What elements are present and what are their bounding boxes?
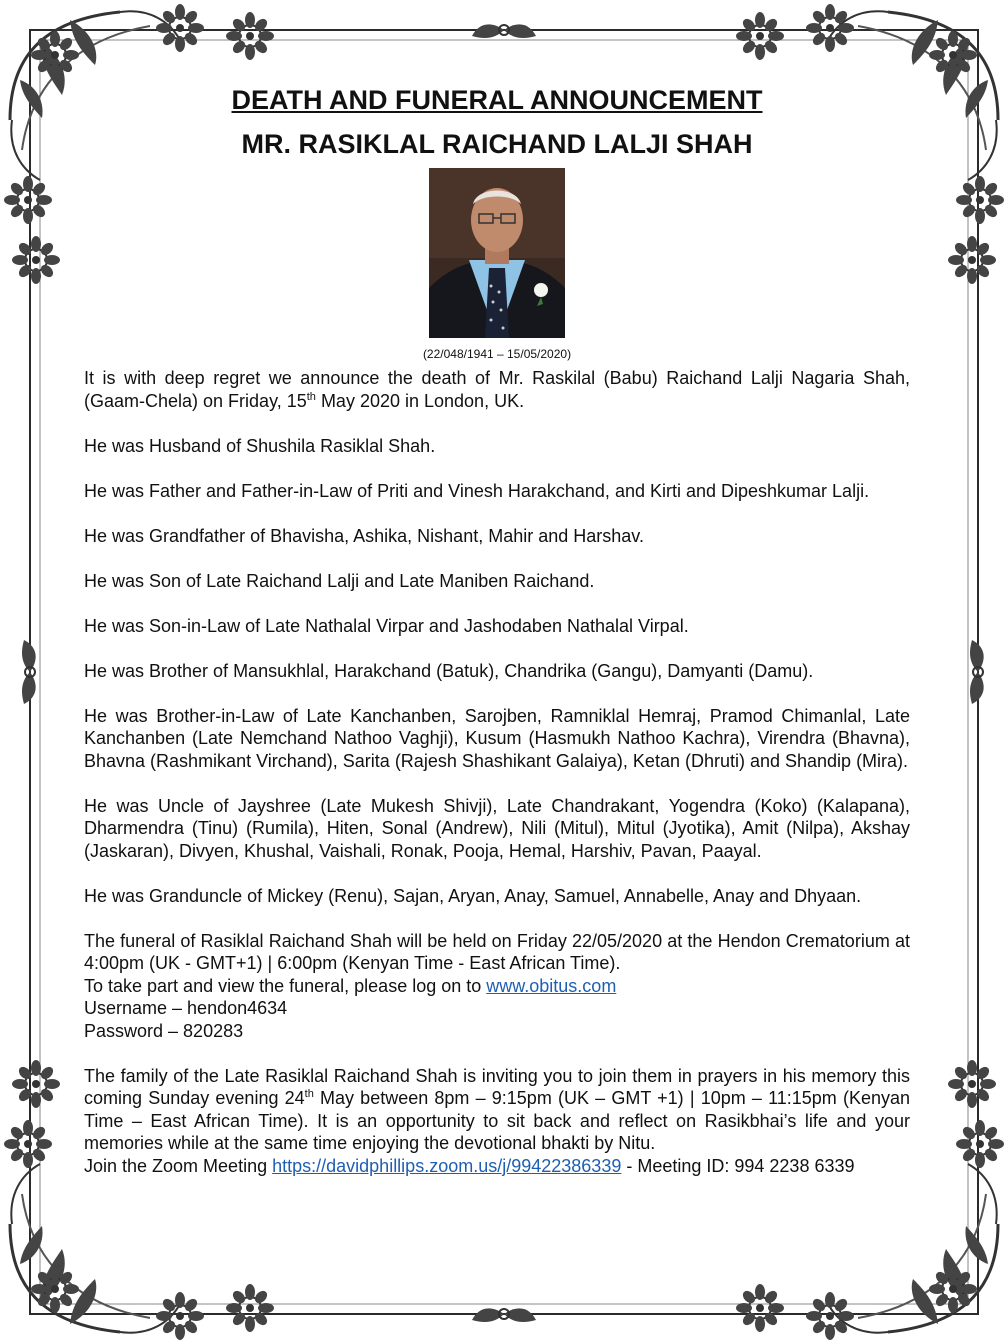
- relation-paragraph: He was Son of Late Raichand Lalji and Late Maniben Raichand.: [84, 570, 595, 591]
- life-dates: (22/048/1941 – 15/05/2020): [422, 347, 572, 361]
- relation-paragraph: He was Uncle of Jayshree (Late Mukesh Shivji), Late Chandrakant, Yogendra (Koko) (Kalapana), Dharmendra (Tinu) (Rumila), Hiten, Sonal (Andrew), Nili (Mitul), Mitul (Jyotika), Amit (Nilpa), Akshay (Jaskaran), Divyen, Khushal, Vaishali, Ronak, Pooja, Hemal, Harshiv, Pavan, Paayal.: [84, 795, 910, 861]
- funeral-view-line: To take part and view the funeral, please log on to www.obitus.com: [84, 975, 617, 996]
- funeral-details: The funeral of Rasiklal Raichand Shah will be held on Friday 22/05/2020 at the Hendon Crematorium at 4:00pm (UK - GMT+1) | 6:00pm (Kenyan Time - East African Time).: [84, 930, 910, 973]
- relation-paragraph: He was Brother of Mansukhlal, Harakchand (Batuk), Chandrika (Gangu), Damyanti (Damu).: [84, 660, 814, 681]
- zoom-line: Join the Zoom Meeting https://davidphillips.zoom.us/j/99422386339 - Meeting ID: 994 2238 6339: [84, 1155, 855, 1176]
- obitus-link[interactable]: www.obitus.com: [486, 975, 617, 996]
- relation-paragraph: He was Granduncle of Mickey (Renu), Sajan, Aryan, Anay, Samuel, Annabelle, Anay and Dhyaan.: [84, 885, 862, 906]
- zoom-meeting-link[interactable]: https://davidphillips.zoom.us/j/99422386339: [272, 1155, 622, 1176]
- announcement-title: DEATH AND FUNERAL ANNOUNCEMENT: [231, 85, 763, 115]
- relation-paragraph: He was Brother-in-Law of Late Kanchanben, Sarojben, Ramniklal Hemraj, Pramod Chimanlal, Late Kanchanben (Late Nemchand Nathoo Vaghji), Kusum (Hasmukh Nathoo Kachra), Virendra (Bhavna), Bhavna (Rashmikant Virchand), Sarita (Rajesh Shashikant Galaiya), Ketan (Dhruti) and Shandip (Mira).: [84, 705, 910, 771]
- deceased-name: MR. RASIKLAL RAICHAND LALJI SHAH: [241, 129, 753, 159]
- intro-paragraph: It is with deep regret we announce the death of Mr. Raskilal (Babu) Raichand Lalji Nagaria Shah, (Gaam-Chela) on Friday, 15th May 2020 in London, UK.: [84, 368, 910, 411]
- funeral-password: Password – 820283: [84, 1020, 244, 1041]
- announcement-body: [84, 367, 910, 1177]
- relation-paragraph: He was Father and Father-in-Law of Priti and Vinesh Harakchand, and Kirti and Dipeshkumar Lalji.: [84, 480, 870, 501]
- relation-paragraph: He was Husband of Shushila Rasiklal Shah.: [84, 435, 436, 456]
- portrait-photo: [429, 168, 565, 338]
- relation-paragraph: He was Grandfather of Bhavisha, Ashika, Nishant, Mahir and Harshav.: [84, 525, 644, 546]
- announcement-content: [84, 84, 910, 1177]
- relation-paragraph: He was Son-in-Law of Late Nathalal Virpar and Jashodaben Nathalal Virpal.: [84, 615, 689, 636]
- prayers-paragraph: The family of the Late Rasiklal Raichand Shah is inviting you to join them in prayers in his memory this coming Sunday evening 24th May between 8pm – 9:15pm (UK – GMT +1) | 10pm – 11:15pm (Kenyan Time – East African Time). It is an opportunity to sit back and reflect on Rasikbhai’s life and your memories while at the same time enjoying the devotional bhakti by Nitu.: [84, 1065, 910, 1153]
- funeral-username: Username – hendon4634: [84, 998, 288, 1018]
